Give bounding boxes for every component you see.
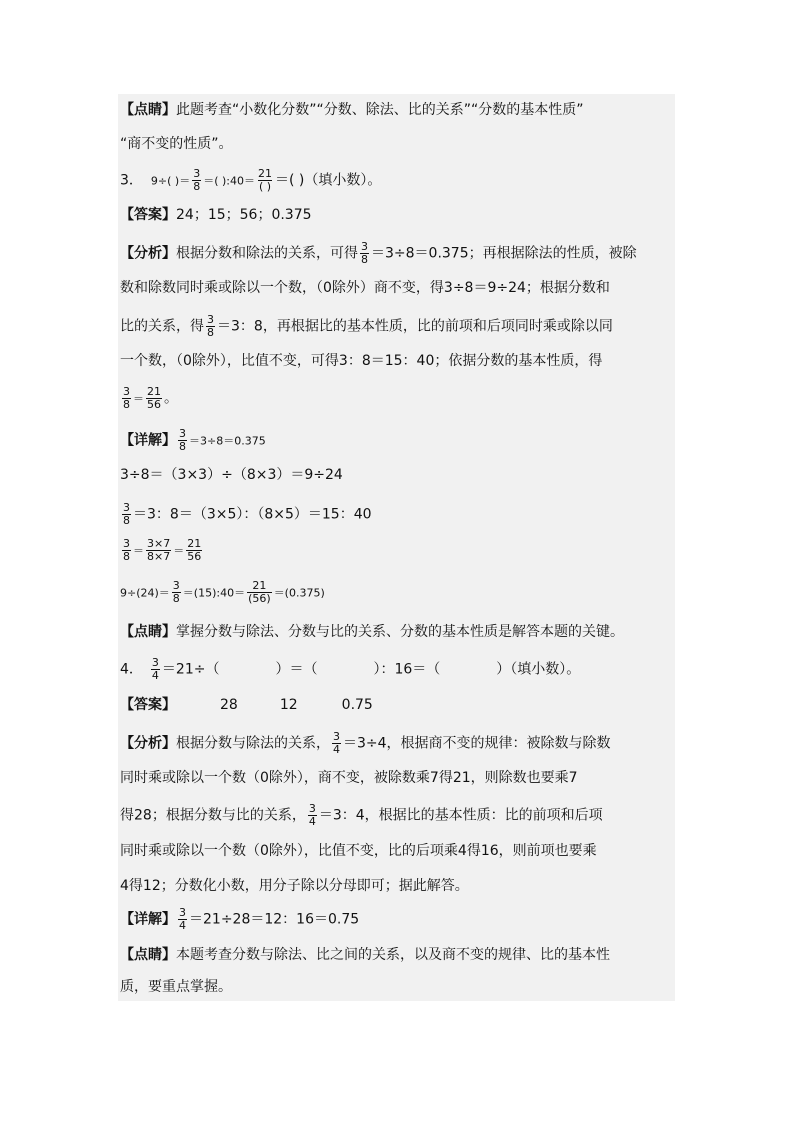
text-span: 8 [123, 550, 130, 563]
fraction [247, 580, 272, 605]
text-span: ＝21÷（ ）＝（ ）：16＝（ ）（填小数）。 [161, 661, 581, 678]
text-span: 【详解】 [120, 432, 176, 449]
comment-4-line-1 [120, 945, 610, 965]
text-span: 3 [123, 385, 130, 398]
analysis-3-line-4 [120, 351, 602, 371]
text-span: ＝3÷4，根据商不变的规律：被除数与除数 [343, 735, 611, 752]
text-span: 3÷8＝（3×3）÷（8×3）＝9÷24 [120, 467, 343, 483]
text-span: 4 [179, 919, 186, 932]
text-span: 3 [333, 730, 340, 743]
text-span: 掌握分数与除法、分数与比的关系、分数的基本性质是解答本题的关键。 [176, 624, 624, 640]
detail-3-line-5 [120, 580, 325, 605]
text-span: 数和除数同时乘或除以一个数，（0除外）商不变，得3÷8＝9÷24；根据分数和 [120, 280, 610, 296]
text-span: 【详解】 [120, 911, 176, 928]
fraction [172, 580, 181, 605]
text-span: 根据分数与除法的关系， [176, 735, 330, 752]
fraction [308, 803, 317, 828]
text-span: 56 [187, 550, 202, 563]
detail-3-line-2 [120, 465, 343, 485]
text-span: 【点睛】 [120, 624, 176, 640]
text-span: 同时乘或除以一个数（0除外），比值不变，比的后项乘4得16，则前项也要乘 [120, 843, 597, 859]
fraction [257, 168, 273, 193]
text-span: 21 [187, 537, 202, 550]
text-span: 比的关系，得 [120, 318, 204, 335]
text-span: ＝(15):40＝ [182, 586, 246, 600]
text-span: 8 [361, 253, 368, 266]
fraction [206, 314, 215, 339]
text-span: 21 [147, 385, 161, 398]
fraction [122, 538, 131, 563]
text-span: 3 [308, 802, 316, 815]
text-span: 56 [147, 398, 161, 411]
text-span: 【答案】 [120, 207, 176, 223]
analysis-3-line-3 [120, 314, 613, 339]
text-span: 3 [361, 240, 368, 253]
text-span: 3 [193, 167, 201, 180]
text-span: 8 [172, 592, 180, 605]
comment-line-1 [120, 100, 584, 120]
text-span: 8 [207, 326, 214, 339]
fraction [360, 241, 369, 266]
text-span: 3 [179, 427, 186, 440]
text-span: 21 [252, 579, 267, 592]
text-span: 28 [220, 697, 238, 713]
text-span: 24；15；56；0.375 [176, 207, 312, 223]
text-span: ＝(0.375) [273, 586, 325, 600]
text-span: 一个数，（0除外），比值不变，可得3：8＝15：40；依据分数的基本性质，得 [120, 353, 603, 369]
text-span: 3 [207, 313, 214, 326]
text-span: ＝3÷8＝0.375；再根据除法的性质，被除 [371, 245, 637, 262]
detail-3-line-4 [120, 538, 204, 563]
question-3 [120, 168, 381, 193]
text-span: 【点睛】 [120, 947, 176, 963]
fraction [122, 502, 131, 527]
analysis-3-line-5 [120, 386, 178, 411]
fraction [122, 386, 131, 411]
text-span: ＝ [133, 544, 144, 558]
fraction [178, 907, 187, 932]
analysis-3-line-1 [120, 241, 637, 266]
text-span: ( ) [258, 180, 272, 193]
answer-4 [120, 695, 373, 715]
text-span: ＝3÷8＝0.375 [189, 434, 266, 448]
fraction [192, 168, 201, 193]
answer-3 [120, 205, 312, 225]
text-span: ＝3：8＝（3×5）：（8×5）＝15：40 [133, 506, 372, 523]
text-span: 3 [123, 537, 130, 550]
analysis-4-line-3 [120, 803, 603, 828]
text-span: 8 [123, 398, 130, 411]
text-span: 根据分数和除法的关系，可得 [176, 245, 358, 262]
detail-4 [120, 907, 359, 932]
fraction [146, 386, 162, 411]
text-span: 8 [193, 180, 201, 193]
fraction [332, 731, 341, 756]
question-4 [120, 657, 580, 682]
text-span: 4 [333, 743, 340, 756]
text-span: 12 [279, 697, 298, 713]
text-span: 4 [308, 815, 316, 828]
fraction [186, 538, 202, 563]
text-span: 【分析】 [120, 735, 176, 752]
text-span: 此题考查“小数化分数”“分数、除法、比的关系”“分数的基本性质” [176, 102, 584, 118]
text-span: “商不变的性质”。 [120, 136, 233, 152]
text-span: 同时乘或除以一个数（0除外），商不变，被除数乘7得21，则除数也要乘7 [120, 770, 578, 786]
comment-3 [120, 622, 624, 642]
text-span: 3 [172, 579, 180, 592]
text-span: 本题考查分数与除法、比之间的关系，以及商不变的规律、比的基本性 [176, 947, 610, 963]
text-span: ＝( ):40＝ [203, 174, 256, 188]
text-span: (56) [248, 592, 271, 605]
text-span: 9÷(24)＝ [120, 586, 170, 600]
text-span: 【点睛】 [120, 102, 176, 118]
text-span: 得28；根据分数与比的关系， [120, 807, 306, 824]
analysis-4-line-5 [120, 876, 469, 896]
text-span: 3 [151, 656, 159, 669]
analysis-3-line-2 [120, 278, 610, 298]
text-span: ＝3：4，根据比的基本性质：比的前项和后项 [318, 807, 603, 824]
text-span: 3 [179, 906, 186, 919]
text-span: 4． [120, 661, 143, 678]
fraction [151, 657, 160, 682]
text-span: 3×7 [147, 537, 171, 550]
analysis-4-line-1 [120, 731, 611, 756]
text-span: 9÷( )＝ [150, 174, 191, 188]
text-span: 4得12；分数化小数，用分子除以分母即可；据此解答。 [120, 878, 469, 894]
comment-4-line-2 [120, 977, 232, 997]
text-span: 【分析】 [120, 245, 176, 262]
text-span: ＝3：8，再根据比的基本性质，比的前项和后项同时乘或除以同 [217, 318, 613, 335]
detail-3-line-3 [120, 502, 372, 527]
text-span: 质，要重点掌握。 [120, 979, 232, 995]
text-span: 3 [123, 501, 130, 514]
fraction [146, 538, 171, 563]
text-span: 【答案】 [120, 697, 176, 713]
text-span: 8 [179, 440, 186, 453]
text-span: 21 [258, 167, 273, 180]
comment-line-1b [120, 134, 233, 154]
text-span: ＝21÷28＝12：16＝0.75 [189, 911, 360, 928]
text-span: ＝( )（填小数）。 [275, 172, 382, 189]
text-span: 4 [151, 669, 159, 682]
analysis-4-line-4 [120, 841, 597, 861]
text-span: 8×7 [147, 550, 171, 563]
text-span: ＝ [133, 392, 144, 406]
fraction [178, 428, 187, 453]
analysis-4-line-2 [120, 768, 578, 788]
text-span: ＝ [173, 544, 185, 558]
text-span: 8 [123, 514, 130, 527]
detail-3-line-1 [120, 428, 266, 453]
text-span: 0.75 [341, 697, 373, 713]
text-span: 。 [164, 390, 178, 407]
text-span: 3． [120, 172, 143, 189]
